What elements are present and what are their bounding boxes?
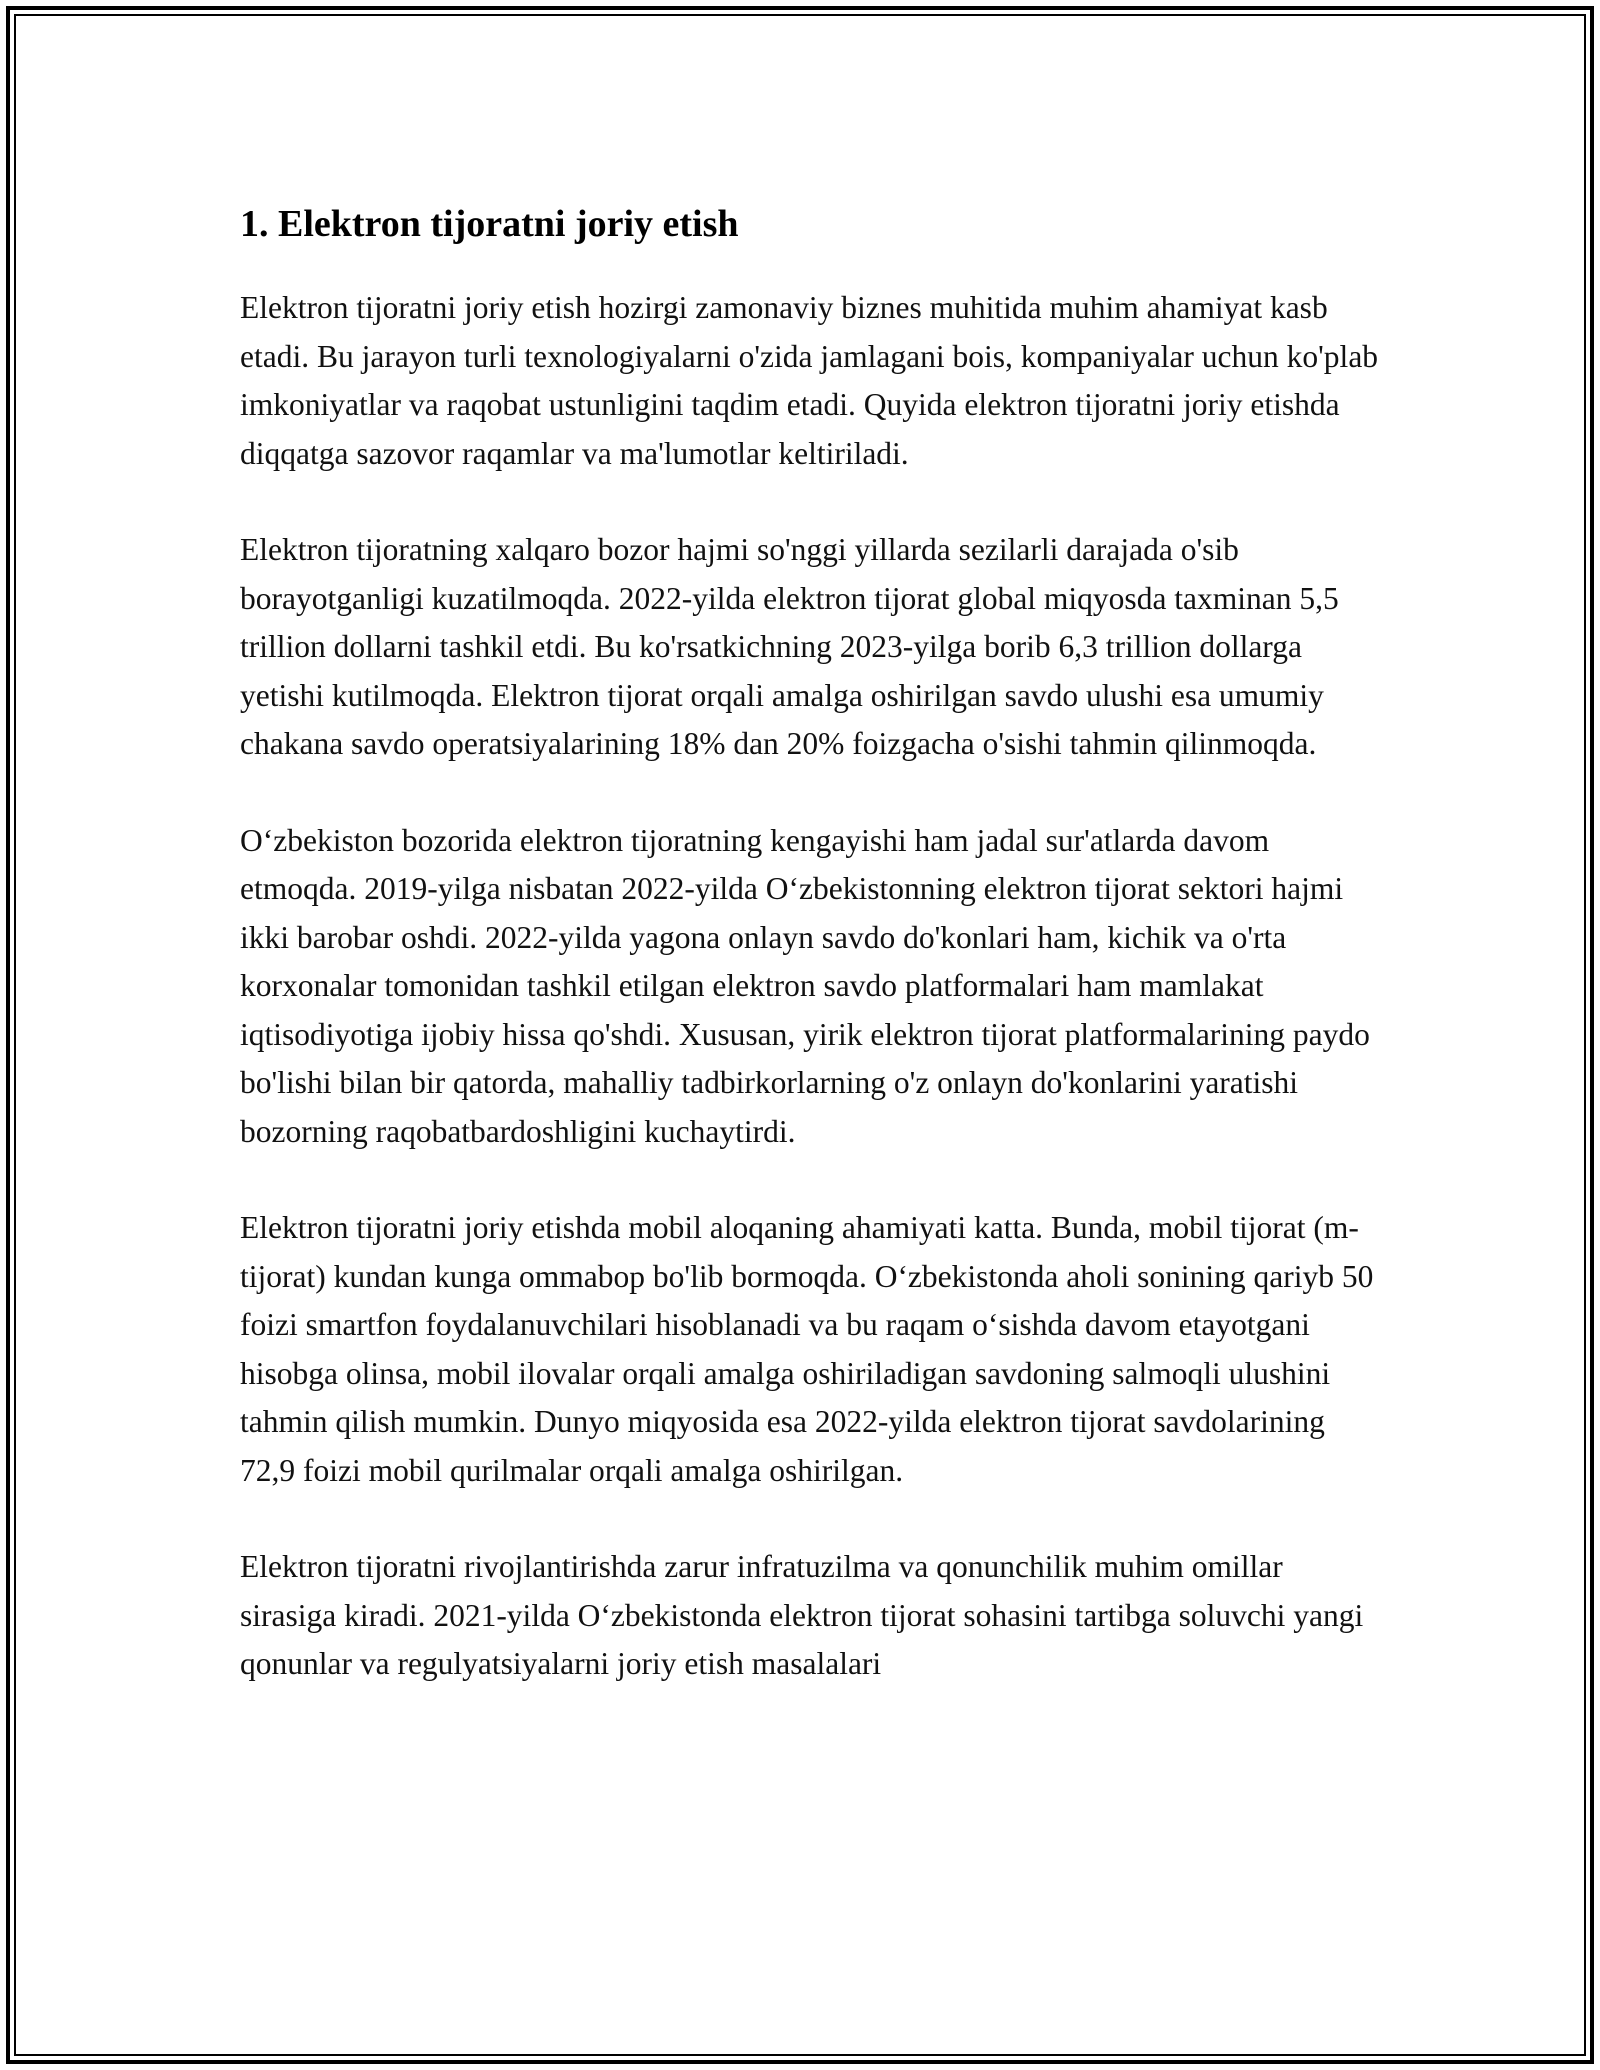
paragraph-uzbekistan-market: Oʻzbekiston bozorida elektron tijoratning kengayishi ham jadal sur'atlarda davom etmoqda. 2019-yilga nisbatan 2022-yilda Oʻzbekistonning elektron tijorat sektori hajmi ikki barobar oshdi. 2022-yilda yagona onlayn savdo do'konlari ham, kichik va o'rta korxonalar tomonidan tashkil etilgan elektron savdo platformalari ham mamlakat iqtisodiyotiga ijobiy hissa qo'shdi. Xususan, yirik elektron tijorat platformalarining paydo bo'lishi bilan bir qatorda, mahalliy tadbirkorlarning o'z onlayn do'konlarini yaratishi bozorning raqobatbardoshligini kuchaytirdi. (240, 822, 1370, 1149)
paragraph-global-market: Elektron tijoratning xalqaro bozor hajmi so'nggi yillarda sezilarli darajada o'sib borayotganligi kuzatilmoqda. 2022-yilda elektron tijorat global miqyosda taxminan 5,5 trillion dollarni tashkil etdi. Bu ko'rsatkichning 2023-yilga borib 6,3 trillion dollarga yetishi kutilmoqda. Elektron tijorat orqali amalga oshirilgan savdo ulushi esa umumiy chakana savdo operatsiyalarining 18% dan 20% foizgacha o'sishi tahmin qilinmoqda. (240, 532, 1339, 761)
paragraph-intro: Elektron tijoratni joriy etish hozirgi zamonaviy biznes muhitida muhim ahamiyat kasb etadi. Bu jarayon turli texnologiyalarni o'zida jamlagani bois, kompaniyalar uchun ko'plab imkoniyatlar va raqobat ustunligini taqdim etadi. Quyida elektron tijoratni joriy etishda diqqatga sazovor raqamlar va ma'lumotlar keltiriladi. (240, 290, 1379, 471)
paragraph-mobile-commerce: Elektron tijoratni joriy etishda mobil aloqaning ahamiyati katta. Bunda, mobil tijorat (m-tijorat) kundan kunga ommabop bo'lib bormoqda. Oʻzbekistonda aholi sonining qariyb 50 foizi smartfon foydalanuvchilari hisoblanadi va bu raqam oʻsishda davom etayotgani hisobga olinsa, mobil ilovalar orqali amalga oshiriladigan savdoning salmoqli ulushini tahmin qilish mumkin. Dunyo miqyosida esa 2022-yilda elektron tijorat savdolarining 72,9 foizi mobil qurilmalar orqali amalga oshirilgan. (240, 1210, 1374, 1488)
section-heading: 1. Elektron tijoratni joriy etish (240, 203, 739, 245)
document-body (240, 196, 1380, 1737)
paragraph-infrastructure: Elektron tijoratni rivojlantirishda zarur infratuzilma va qonunchilik muhim omillar sirasiga kiradi. 2021-yilda Oʻzbekistonda elektron tijorat sohasini tartibga soluvchi yangi qonunlar va regulyatsiyalarni joriy etish masalalari (240, 1549, 1364, 1681)
page-frame (6, 6, 1594, 2064)
